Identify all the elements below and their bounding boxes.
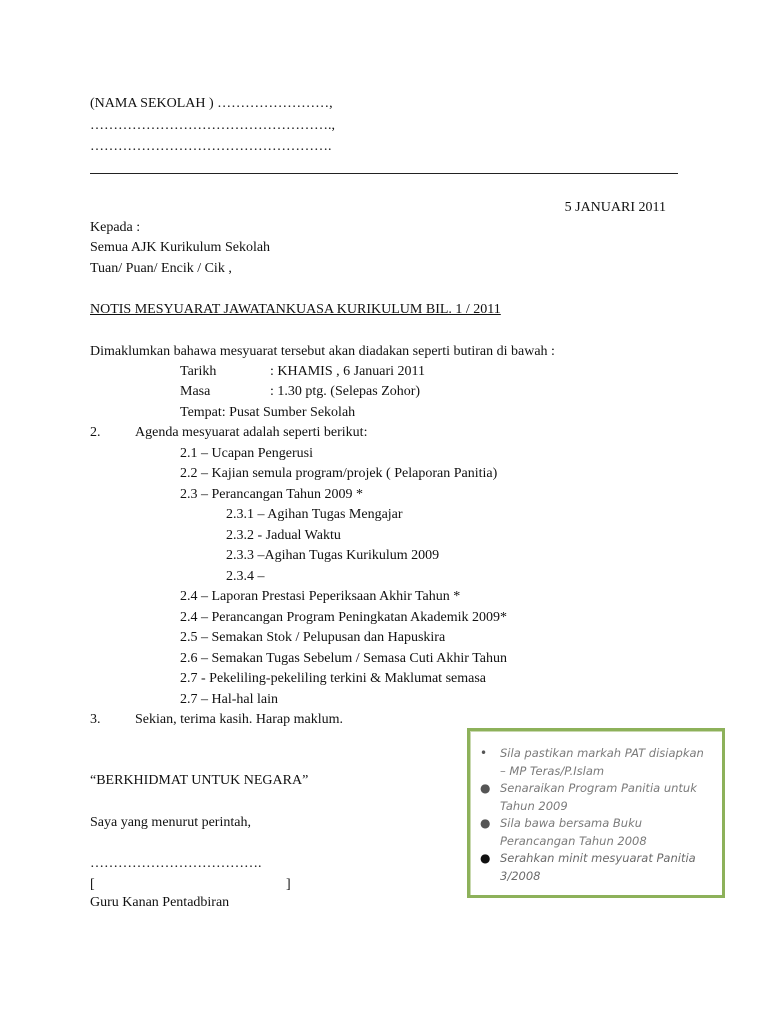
bullet-icon: ●	[480, 781, 491, 795]
section-3-number: 3.	[90, 712, 101, 727]
reminder-item	[480, 815, 712, 850]
agenda-subitem: 2.3.3 –Agihan Tugas Kurikulum 2009	[226, 548, 440, 563]
reminder-text: Senaraikan Program Panitia untuk Tahun 2009	[500, 781, 697, 813]
detail-tarikh	[180, 363, 425, 381]
reminder-text: Serahkan minit mesyuarat Panitia 3/2008	[500, 851, 696, 883]
intro-text: Dimaklumkan bahawa mesyuarat tersebut akan diadakan seperti butiran di bawah :	[90, 344, 555, 359]
section-2-text: Agenda mesyuarat adalah seperti berikut:	[135, 425, 368, 440]
bullet-icon: •	[480, 746, 488, 760]
tarikh-label: Tarikh	[180, 364, 217, 379]
tarikh-value: : KHAMIS , 6 Januari 2011	[270, 364, 426, 379]
address-line-2: …………………………………………….	[90, 139, 332, 154]
agenda-subitem: 2.3.2 - Jadual Waktu	[226, 528, 341, 543]
agenda-item: 2.7 - Pekeliling-pekeliling terkini & Maklumat semasa	[180, 671, 486, 686]
agenda-item: 2.4 – Laporan Prestasi Peperiksaan Akhir Tahun *	[180, 589, 461, 604]
letter-date: 5 JANUARI 2011	[564, 200, 666, 215]
section-3-text: Sekian, terima kasih. Harap maklum.	[135, 712, 343, 727]
section-3	[90, 711, 343, 729]
notice-title: NOTIS MESYUARAT JAWATANKUASA KURIKULUM BIL. 1 / 2011	[90, 302, 501, 317]
signature-bracket-open: [	[90, 877, 95, 892]
header-divider	[90, 173, 678, 174]
reminder-notes-box	[467, 728, 725, 898]
recipient-label: Kepada :	[90, 220, 141, 235]
address-line-1: …………………………………………….,	[90, 118, 335, 133]
agenda-item: 2.6 – Semakan Tugas Sebelum / Semasa Cuti Akhir Tahun	[180, 651, 507, 666]
recipient-line-1: Semua AJK Kurikulum Sekolah	[90, 240, 271, 255]
bullet-icon: ●	[480, 816, 491, 830]
agenda-item: 2.7 – Hal-hal lain	[180, 692, 278, 707]
section-2	[90, 424, 367, 442]
agenda-item: 2.1 – Ucapan Pengerusi	[180, 446, 313, 461]
masa-label: Masa	[180, 384, 211, 399]
signature-dots: ……………………………….	[90, 856, 262, 871]
recipient-line-2: Tuan/ Puan/ Encik / Cik ,	[90, 261, 232, 276]
detail-masa	[180, 383, 420, 401]
reminder-text: Sila bawa bersama Buku Perancangan Tahun 2008	[500, 816, 647, 848]
school-name-line: (NAMA SEKOLAH ) ……………………,	[90, 96, 333, 111]
signature-bracket-close: ]	[286, 877, 291, 892]
bullet-icon: ●	[480, 851, 491, 865]
agenda-item: 2.5 – Semakan Stok / Pelupusan dan Hapuskira	[180, 630, 446, 645]
agenda-item: 2.3 – Perancangan Tahun 2009 *	[180, 487, 364, 502]
masa-value: : 1.30 ptg. (Selepas Zohor)	[270, 384, 421, 399]
agenda-subitem: 2.3.1 – Agihan Tugas Mengajar	[226, 507, 403, 522]
closing-text: Saya yang menurut perintah,	[90, 815, 251, 830]
reminder-text: Sila pastikan markah PAT disiapkan – MP Teras/P.Islam	[500, 746, 704, 778]
reminder-item	[480, 850, 712, 885]
agenda-item: 2.4 – Perancangan Program Peningkatan Akademik 2009*	[180, 610, 507, 625]
reminder-item	[480, 780, 712, 815]
agenda-subitem: 2.3.4 –	[226, 569, 265, 584]
detail-tempat: Tempat: Pusat Sumber Sekolah	[180, 405, 356, 420]
reminder-item	[480, 745, 712, 780]
agenda-item: 2.2 – Kajian semula program/projek ( Pelaporan Panitia)	[180, 466, 498, 481]
motto: “BERKHIDMAT UNTUK NEGARA”	[90, 773, 309, 788]
reminder-list	[470, 731, 722, 885]
section-2-number: 2.	[90, 425, 101, 440]
signatory-position: Guru Kanan Pentadbiran	[90, 895, 230, 910]
